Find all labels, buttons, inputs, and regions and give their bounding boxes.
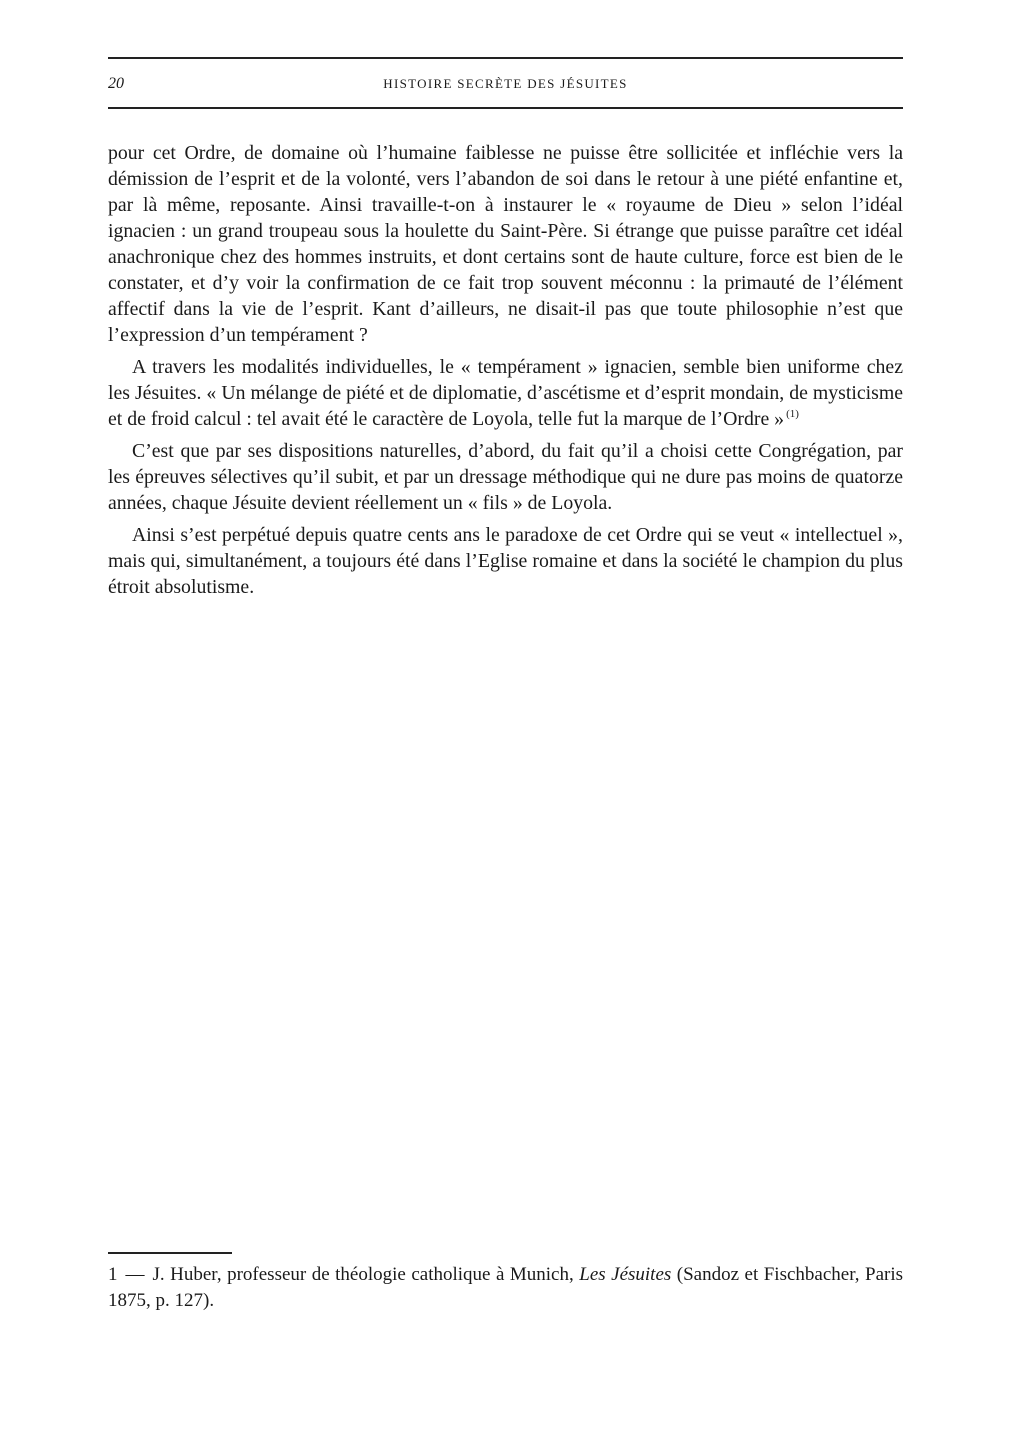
book-page [108,0,903,1448]
footnote-text-before: J. Huber, professeur de théologie catholique à Munich, [152,1264,574,1285]
paragraph-4-text: Ainsi s’est perpétué depuis quatre cents ans le paradoxe de cet Ordre qui se veut « intellectuel », mais qui, simultanément, a toujours été dans l’Eglise romaine et dans la société le champion du plus étroit absolutisme. [108,524,903,598]
body-text [108,140,903,606]
footnote-book-title: Les Jésuites [579,1264,672,1285]
page-number: 20 [108,75,124,92]
paragraph-2-text: A travers les modalités individuelles, le « tempérament » ignacien, semble bien uniforme chez les Jésuites. « Un mélange de piété et de diplomatie, d’ascétisme et d’esprit mondain, de mysticisme et de froid calcul : tel avait été le caractère de Loyola, telle fut la marque de l’Ordre » [108,356,903,430]
footnote-text-after: (Sandoz et Fischbacher, Paris 1875, p. 127). [108,1264,904,1311]
paragraph-1 [108,140,903,348]
footnote-separator [108,1252,232,1254]
header-top-rule [108,57,903,59]
paragraph-3 [108,438,903,516]
footnote-reference: (1) [786,408,799,420]
footnote-dash: — [125,1264,145,1285]
footnote [108,1262,903,1314]
running-title: HISTOIRE SECRÈTE DES JÉSUITES [383,76,628,91]
footnote-number: 1 [108,1264,118,1285]
paragraph-3-text: C’est que par ses dispositions naturelles, d’abord, du fait qu’il a choisi cette Congrégation, par les épreuves sélectives qu’il subit, et par un dressage méthodique qui ne dure pas moins de quatorze années, chaque Jésuite devient réellement un « fils » de Loyola. [108,440,903,514]
paragraph-2 [108,354,903,432]
header-bottom-rule [108,107,903,109]
running-head [108,70,903,98]
paragraph-1-text: pour cet Ordre, de domaine où l’humaine faiblesse ne puisse être sollicitée et infléchie vers la démission de l’esprit et de la volonté, vers l’abandon de soi dans le retour à une piété enfantine et, par là même, reposante. Ainsi travaille-t-on à instaurer le « royaume de Dieu » selon l’idéal ignacien : un grand troupeau sous la houlette du Saint-Père. Si étrange que puisse paraître cet idéal anachronique chez des hommes instruits, et dont certains sont de haute culture, force est bien de le constater, et d’y voir la confirmation de ce fait trop souvent méconnu : la primauté de l’élément affectif dans la vie de l’esprit. Kant d’ailleurs, ne disait-il pas que toute philosophie n’est que l’expression d’un tempérament ? [108,142,903,346]
paragraph-4 [108,522,903,600]
